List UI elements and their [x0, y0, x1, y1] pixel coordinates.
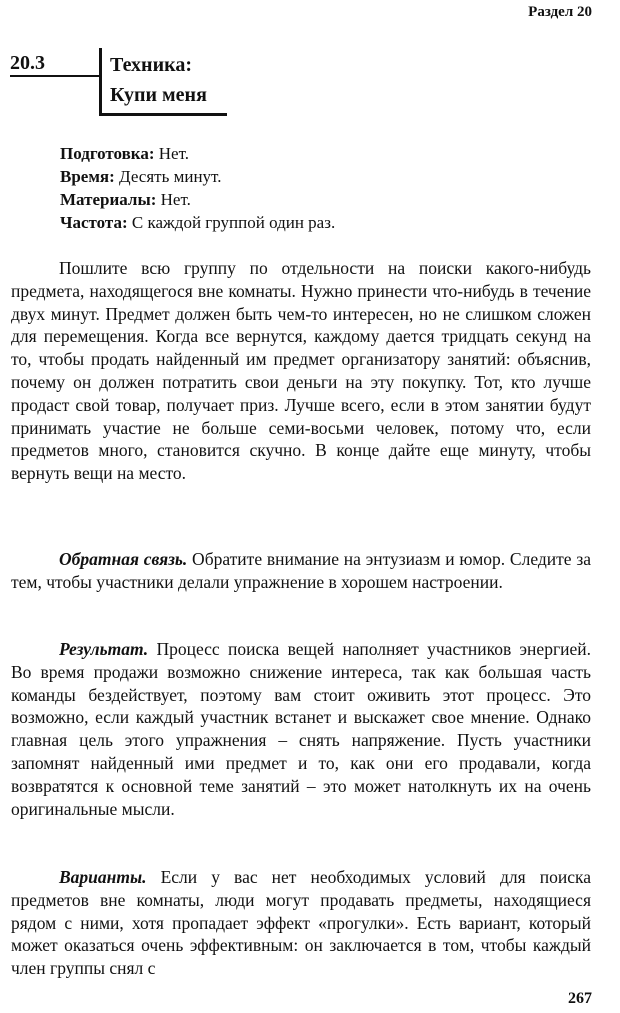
paragraph-result: Результат. Процесс поиска вещей наполняет участников энергией. Во время продажи возможно снижение интереса, так как большая часть команды бездействует, поэтому вам стоит оживить этот процесс. Это возможно, если каждый участник встанет и выскажет свое мнение. Однако главная цель этого упражнения – снять напряжение. Пусть участники запомнят найденный ими предмет и то, как они его продавали, когда возвратятся к основной теме занятий – это может натолкнуть их на очень оригинальные мысли.: [11, 639, 591, 819]
exercise-title-line2: Купи меня: [110, 84, 207, 106]
exercise-title-line1: Техника:: [110, 54, 192, 76]
page-number: 267: [568, 990, 592, 1007]
paragraph-lead: Обратная связь.: [59, 549, 188, 569]
paragraph-feedback: Обратная связь. Обратите внимание на энтузиазм и юмор. Следите за тем, чтобы участники делали упражнение в хорошем настроении.: [11, 549, 591, 592]
title-rule-bottom: [99, 113, 227, 116]
running-header: Раздел 20: [528, 4, 592, 20]
exercise-number: 20.3: [10, 52, 45, 74]
paragraph-lead: Результат.: [59, 639, 149, 659]
title-rule-horizontal: [10, 75, 100, 77]
paragraph-lead: Варианты.: [59, 867, 147, 887]
exercise-title: [110, 50, 207, 110]
title-rule-vertical: [99, 48, 102, 116]
paragraph-instructions: Пошлите всю группу по отдельности на поиски какого-нибудь предмета, находящегося вне комнаты. Нужно принести что-нибудь в течение двух минут. Предмет должен быть чем-то интересен, но не слишком сложен для перемещения. Когда все вернутся, каждому дается тридцать секунд на то, чтобы продать найденный им предмет организатору занятий: объяснив, почему он должен потратить свои деньги на эту покупку. Тот, кто лучше продаст свой товар, получает приз. Лучше всего, если в этом занятии будут принимать участие не больше семи-восьми человек, потому что, если предметов много, становится скучно. В конце дайте еще минуту, чтобы вернуть вещи на место.: [11, 258, 591, 484]
meta-frequency: Частота: С каждой группой один раз.: [60, 213, 336, 232]
meta-preparation: Подготовка: Нет.: [60, 144, 189, 163]
paragraph-variants: Варианты. Если у вас нет необходимых условий для поиска предметов вне комнаты, люди могут продавать предметы, находящиеся рядом с ними, хотя пропадает эффект «прогулки». Есть вариант, который может оказаться очень эффективным: он заключается в том, чтобы каждый член группы снял с: [11, 867, 591, 979]
meta-time: Время: Десять минут.: [60, 167, 222, 186]
meta-materials: Материалы: Нет.: [60, 190, 191, 209]
exercise-meta: [60, 142, 335, 234]
